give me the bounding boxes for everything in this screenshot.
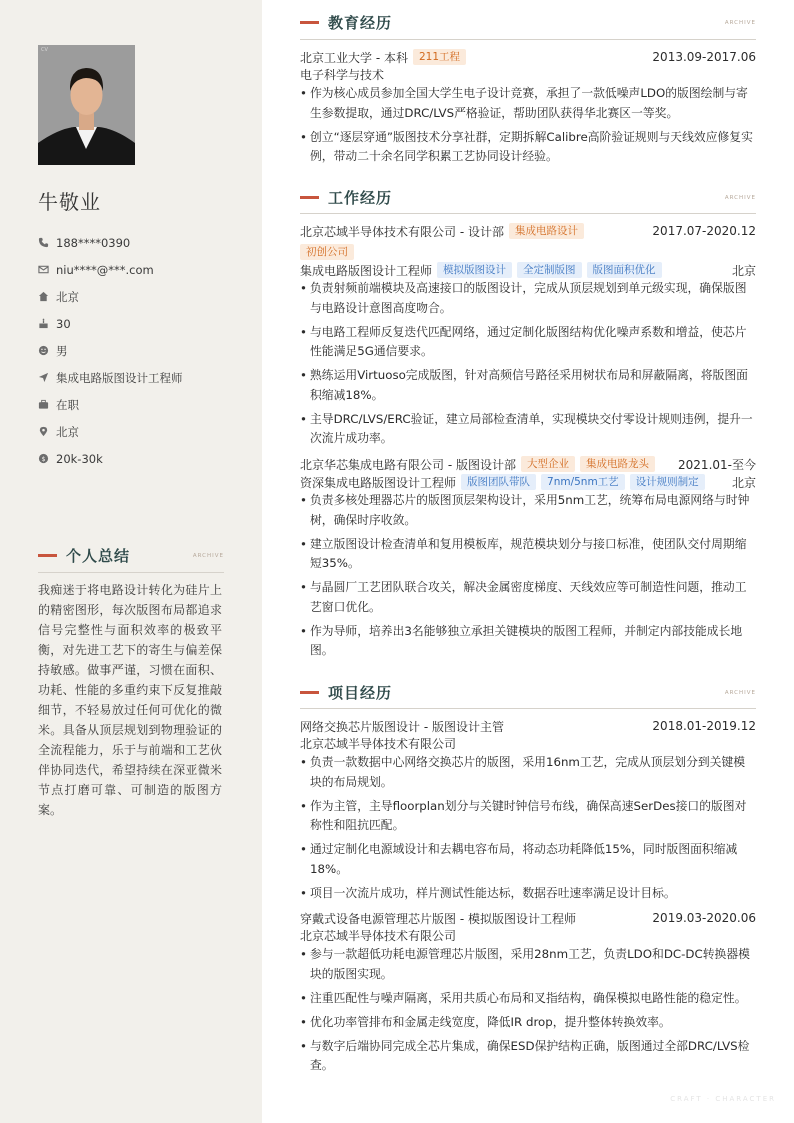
briefcase-icon xyxy=(38,399,56,410)
job-1-role-row xyxy=(300,261,756,279)
job-2-skill-tag: 7nm/5nm工艺 xyxy=(541,474,625,490)
job-1-company: 北京芯域半导体技术有限公司 - 设计部 xyxy=(300,224,504,239)
work-title: 工作经历 xyxy=(328,189,393,207)
list-item: • 作为主管，主导floorplan划分与关键时钟信号布线，确保高速SerDes接口的版图对称性和阻抗匹配。 xyxy=(300,798,747,832)
info-age-text: 30 xyxy=(56,316,71,331)
watermark: CRAFT · CHARACTER xyxy=(670,1095,776,1103)
info-location xyxy=(38,418,238,445)
project-1-header-row xyxy=(300,717,756,735)
work-divider xyxy=(300,213,756,214)
info-city-text: 北京 xyxy=(56,289,79,304)
archive-label: ARCHIVE xyxy=(724,194,756,201)
sidebar xyxy=(0,0,262,1123)
location-icon xyxy=(38,426,56,437)
job-1-bullets xyxy=(300,279,756,453)
list-item: • 主导DRC/LVS/ERC验证，建立局部检查清单，实现模块交付零设计规则违例，提升一次流片成功率。 xyxy=(300,411,753,445)
list-item: • 与数字后端协同完成全芯片集成，确保ESD保护结构正确，版图通过全部DRC/LVS检查。 xyxy=(300,1038,750,1072)
info-phone xyxy=(38,229,238,256)
project-2-header-row xyxy=(300,909,756,927)
list-item: • 通过定制化电源域设计和去耦电容布局，将动态功耗降低15%，同时版图面积缩减18%。 xyxy=(300,842,738,876)
archive-label: ARCHIVE xyxy=(724,19,756,26)
job-1-skill-tag: 全定制版图 xyxy=(517,262,582,278)
job-1-skill-tag: 版图面积优化 xyxy=(587,262,662,278)
education-bullets xyxy=(300,84,756,171)
project-2-bullets xyxy=(300,945,756,1080)
list-item: • 作为核心成员参加全国大学生电子设计竞赛，承担了一款低噪声LDO的版图绘制与寄生参数提取，通过DRC/LVS严格验证，帮助团队获得华北赛区一等奖。 xyxy=(300,86,748,120)
info-status xyxy=(38,391,238,418)
section-accent-bar xyxy=(300,196,319,199)
info-status-text: 在职 xyxy=(56,397,79,412)
projects-divider xyxy=(300,708,756,709)
list-item: • 负责一款数据中心网络交换芯片的版图，采用16nm工艺，完成从顶层划分到关键模块的布局规划。 xyxy=(300,755,746,789)
job-2-bullets xyxy=(300,491,756,665)
list-item: • 负责射频前端模块及高速接口的版图设计，完成从顶层规划到单元级实现，确保版图与电路设计意图高度吻合。 xyxy=(300,281,747,315)
list-item: • 作为导师，培养出3名能够独立承担关键模块的版图工程师，并制定内部技能成长地图。 xyxy=(300,623,743,657)
section-accent-bar xyxy=(300,21,319,24)
photo-tag: CV xyxy=(41,47,48,53)
education-section-header xyxy=(300,12,756,33)
job-2-tag: 大型企业 xyxy=(521,456,575,472)
school-tag: 211工程 xyxy=(413,49,466,65)
job-1-tag-industry: 集成电路设计 xyxy=(509,223,584,239)
job-1-date: 2017.07-2020.12 xyxy=(652,224,756,238)
cake-icon xyxy=(38,318,56,329)
list-item: • 项目一次流片成功，样片测试性能达标，数据吞吐速率满足设计目标。 xyxy=(300,885,676,900)
list-item: • 注重匹配性与噪声隔离，采用共质心布局和叉指结构，确保模拟电路性能的稳定性。 xyxy=(300,990,747,1005)
list-item: • 与电路工程师反复迭代匹配网络，通过定制化版图结构优化噪声系数和增益，使芯片性能满足5G通信要求。 xyxy=(300,324,747,358)
phone-icon xyxy=(38,237,56,248)
job-2-role-row xyxy=(300,473,756,491)
job-2-city: 北京 xyxy=(731,475,756,490)
job-2-tag: 集成电路龙头 xyxy=(580,456,655,472)
send-icon xyxy=(38,372,56,383)
smile-icon xyxy=(38,345,56,356)
projects-title: 项目经历 xyxy=(328,684,393,702)
info-target-role-text: 集成电路版图设计工程师 xyxy=(56,370,183,385)
list-item: • 与晶圆厂工艺团队联合攻关，解决金属密度梯度、天线效应等可制造性问题，推动工艺窗口优化。 xyxy=(300,580,747,614)
education-major: 电子科学与技术 xyxy=(300,68,385,82)
list-item: • 建立版图设计检查清单和复用模板库，规范模块划分与接口标准，使团队交付周期缩短35%。 xyxy=(300,536,747,570)
project-2-name: 穿戴式设备电源管理芯片版图 - 模拟版图设计工程师 xyxy=(300,911,576,926)
section-accent-bar xyxy=(300,691,319,694)
summary-title: 个人总结 xyxy=(66,547,131,565)
projects-section-header xyxy=(300,682,756,703)
list-item: • 参与一款超低功耗电源管理芯片版图，采用28nm工艺，负责LDO和DC-DC转换器模块的版图实现。 xyxy=(300,947,750,981)
profile-photo xyxy=(38,45,135,165)
job-1-role: 集成电路版图设计工程师 xyxy=(300,263,433,278)
archive-label: ARCHIVE xyxy=(192,552,224,559)
list-item: • 创立“逐层穿通”版图技术分享社群，定期拆解Calibre高阶验证规则与天线效应修复实例，带动二十余名同学积累工艺协同设计经验。 xyxy=(300,129,753,163)
project-1-org: 北京芯域半导体技术有限公司 xyxy=(300,737,457,751)
info-location-text: 北京 xyxy=(56,424,79,439)
info-phone-text: 188****0390 xyxy=(56,235,131,250)
info-email-text: niu****@***.com xyxy=(56,262,154,277)
project-2-org: 北京芯域半导体技术有限公司 xyxy=(300,929,457,943)
info-gender xyxy=(38,337,238,364)
portrait-image xyxy=(38,45,135,165)
job-1-city: 北京 xyxy=(731,263,756,278)
info-target-role xyxy=(38,364,238,391)
summary-section-header xyxy=(38,545,224,566)
mail-icon xyxy=(38,264,56,275)
education-header-row xyxy=(300,48,756,66)
archive-label: ARCHIVE xyxy=(724,689,756,696)
info-salary-text: 20k-30k xyxy=(56,451,103,466)
project-1-name: 网络交换芯片版图设计 - 版图设计主管 xyxy=(300,719,504,734)
job-2-date: 2021.01-至今 xyxy=(678,457,756,472)
job-2-skill-tag: 版图团队带队 xyxy=(461,474,536,490)
svg-text:$: $ xyxy=(41,454,46,463)
job-1-tag-row xyxy=(300,244,756,262)
summary-divider xyxy=(38,572,224,573)
job-1-tag-company-type: 初创公司 xyxy=(300,244,354,260)
list-item: • 熟练运用Virtuoso完成版图，针对高频信号路径采用树状布局和屏蔽隔离，将版图面积缩减18%。 xyxy=(300,368,748,402)
school-name: 北京工业大学 - 本科 xyxy=(300,50,408,65)
candidate-name: 牛敬业 xyxy=(38,190,101,214)
info-age xyxy=(38,310,238,337)
info-city xyxy=(38,283,238,310)
section-accent-bar xyxy=(38,554,57,557)
list-item: • 优化功率管排布和金属走线宽度，降低IR drop，提升整体转换效率。 xyxy=(300,1014,671,1029)
contact-info-list xyxy=(38,229,238,472)
info-salary xyxy=(38,445,238,472)
job-2-company: 北京华芯集成电路有限公司 - 版图设计部 xyxy=(300,457,516,472)
summary-text: 我痴迷于将电路设计转化为硅片上的精密图形，每次版图布局都追求信号完整性与面积效率的极致平衡，对先进工艺下的寄生与偏差保持敏感。做事严谨，习惯在面积、功耗、性能的多重约束下反复推敲细节，不轻易放过任何可优化的微米。具备从顶层规划到物理验证的全流程能力，乐于与前端和工艺伙伴协同迭代，希望持续在深亚微米节点打磨可靠、可制造的版图方案。 xyxy=(38,583,222,817)
list-item: • 负责多核处理器芯片的版图顶层架构设计，采用5nm工艺，统筹布局电源网络与时钟树，确保时序收敛。 xyxy=(300,493,750,527)
info-email xyxy=(38,256,238,283)
salary-icon xyxy=(38,453,56,464)
job-2-skill-tag: 设计规则制定 xyxy=(630,474,705,490)
project-1-bullets xyxy=(300,753,756,908)
job-1-skill-tag: 模拟版图设计 xyxy=(437,262,512,278)
education-date: 2013.09-2017.06 xyxy=(652,50,756,64)
work-section-header xyxy=(300,187,756,208)
job-2-role: 资深集成电路版图设计工程师 xyxy=(300,475,457,490)
job-2-header-row xyxy=(300,455,756,473)
project-2-date: 2019.03-2020.06 xyxy=(652,911,756,925)
education-divider xyxy=(300,39,756,40)
home-icon xyxy=(38,291,56,302)
job-1-header-row xyxy=(300,222,756,240)
education-title: 教育经历 xyxy=(328,14,393,32)
info-gender-text: 男 xyxy=(56,343,68,358)
project-1-date: 2018.01-2019.12 xyxy=(652,719,756,733)
